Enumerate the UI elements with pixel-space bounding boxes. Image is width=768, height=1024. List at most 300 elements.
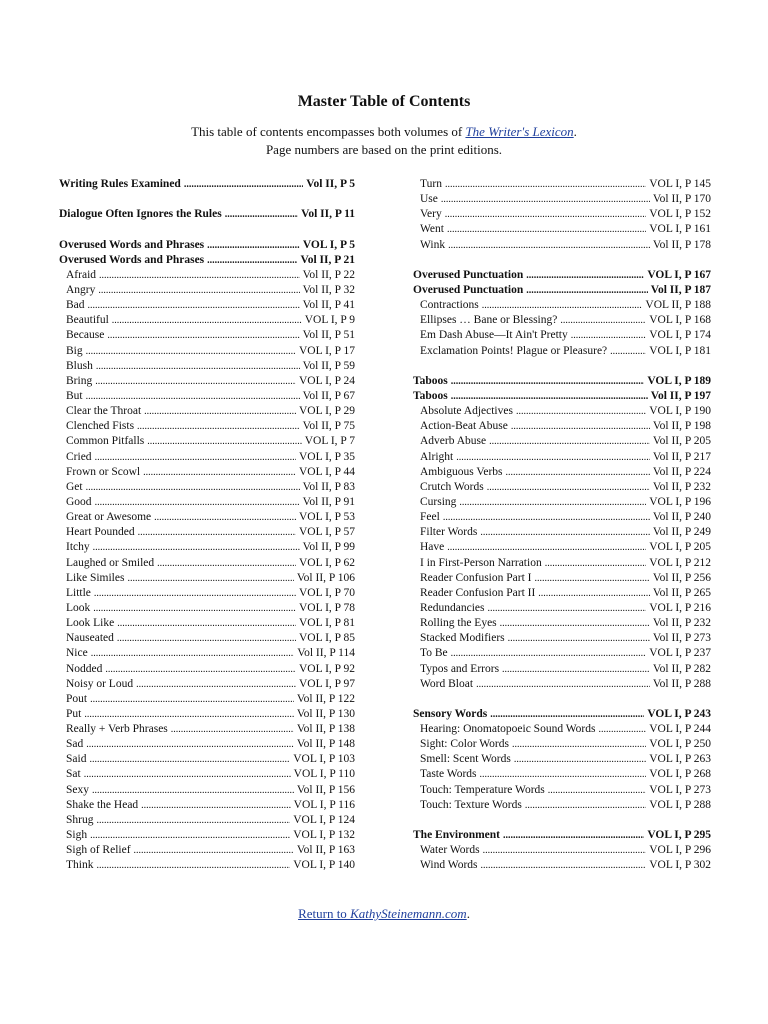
toc-entry-page: VOL I, P 212 [649, 556, 711, 569]
toc-entry-label: Em Dash Abuse—It Ain't Pretty [420, 329, 568, 342]
toc-entry[interactable] [59, 586, 355, 601]
toc-entry[interactable] [413, 192, 711, 207]
toc-entry-label: Big [66, 344, 83, 357]
toc-entry-page: VOL I, P 189 [647, 374, 711, 387]
toc-entry[interactable] [59, 616, 355, 631]
toc-entry-page: VOL I, P 268 [649, 768, 711, 781]
toc-entry-page: Vol II, P 130 [296, 707, 355, 720]
toc-entry[interactable] [413, 450, 711, 465]
toc-entry-page: VOL I, P 167 [647, 268, 711, 281]
dot-leader [447, 540, 646, 555]
toc-entry-label: Overused Words and Phrases [59, 253, 205, 266]
dot-leader [525, 798, 646, 813]
toc-entry-page: VOL I, P 190 [649, 405, 711, 418]
toc-entry-page: VOL I, P 29 [298, 405, 355, 418]
dot-leader [599, 722, 647, 737]
toc-entry-label: Overused Words and Phrases [59, 238, 205, 251]
toc-entry[interactable] [59, 510, 355, 525]
toc-entry-page: Vol II, P 232 [652, 617, 711, 630]
toc-entry[interactable] [59, 540, 355, 555]
dot-leader [112, 313, 302, 328]
toc-entry-label: Sexy [66, 783, 89, 796]
toc-entry-page: VOL II, P 188 [645, 299, 711, 312]
dot-leader [610, 344, 646, 359]
dot-leader [86, 344, 296, 359]
toc-entry[interactable] [59, 465, 355, 480]
page-title: Master Table of Contents [297, 93, 471, 110]
toc-entry[interactable] [413, 298, 711, 313]
toc-entry[interactable] [59, 722, 355, 737]
toc-entry-page: Vol II, P 197 [650, 389, 711, 402]
toc-entry-page: VOL I, P 263 [649, 753, 711, 766]
toc-entry-label: Use [420, 193, 438, 206]
toc-entry-page: Vol II, P 224 [652, 465, 711, 478]
toc-entry[interactable] [59, 662, 355, 677]
toc-section-heading[interactable] [413, 268, 711, 283]
toc-entry-page: VOL I, P 288 [649, 798, 711, 811]
dot-leader [98, 283, 299, 298]
toc-entry[interactable] [413, 434, 711, 449]
dot-leader [91, 646, 295, 661]
toc-entry-label: Action-Beat Abuse [420, 420, 508, 433]
toc-entry-page: VOL I, P 53 [298, 511, 355, 524]
toc-entry-label: Pout [66, 692, 88, 705]
toc-entry-label: Crutch Words [420, 480, 484, 493]
toc-entry[interactable] [413, 495, 711, 510]
toc-entry-page: VOL I, P 62 [298, 556, 355, 569]
dot-leader [171, 722, 294, 737]
toc-entry-label: Good [66, 495, 92, 508]
toc-entry[interactable] [59, 646, 355, 661]
dot-leader [480, 525, 650, 540]
toc-entry-label: Filter Words [420, 526, 478, 539]
toc-entry[interactable] [413, 571, 711, 586]
toc-entry-label: Clenched Fists [66, 420, 135, 433]
dot-leader [154, 510, 296, 525]
toc-entry[interactable] [413, 556, 711, 571]
toc-entry-page: Vol II, P 156 [296, 783, 355, 796]
toc-entry-page: VOL I, P 81 [298, 617, 355, 630]
dot-leader [99, 268, 300, 283]
toc-entry-page: VOL I, P 196 [649, 495, 711, 508]
toc-entry[interactable] [59, 419, 355, 434]
dot-leader [207, 238, 300, 253]
toc-entry-page: Vol II, P 170 [652, 193, 711, 206]
dot-leader [512, 737, 646, 752]
toc-entry-label: Sat [66, 768, 81, 781]
toc-entry-page: VOL I, P 44 [298, 465, 355, 478]
toc-entry[interactable] [59, 344, 355, 359]
toc-entry[interactable] [413, 344, 711, 359]
toc-entry-label: Heart Pounded [66, 526, 135, 539]
dot-leader [443, 510, 650, 525]
dot-leader [508, 631, 650, 646]
toc-entry[interactable] [59, 313, 355, 328]
dot-leader [480, 767, 647, 782]
toc-entry-label: Sigh [66, 829, 88, 842]
dot-leader [184, 177, 303, 192]
toc-entry-page: VOL I, P 296 [649, 844, 711, 857]
dot-leader [451, 646, 647, 661]
toc-entry[interactable] [413, 767, 711, 782]
toc-entry-page: VOL I, P 132 [293, 829, 355, 842]
toc-entry[interactable] [413, 222, 711, 237]
toc-entry[interactable] [59, 601, 355, 616]
toc-entry-page: Vol II, P 205 [652, 435, 711, 448]
toc-entry-label: Touch: Texture Words [420, 798, 522, 811]
toc-entry[interactable] [413, 798, 711, 813]
toc-entry-page: Vol II, P 22 [302, 268, 355, 281]
toc-entry-page: Vol II, P 240 [652, 511, 711, 524]
dot-leader [451, 389, 648, 404]
dot-leader [448, 238, 650, 253]
toc-entry-label: Contractions [420, 299, 479, 312]
dot-leader [136, 677, 296, 692]
toc-entry-page: VOL I, P 103 [293, 753, 355, 766]
toc-entry-label: Shrug [66, 813, 94, 826]
toc-entry[interactable] [59, 828, 355, 843]
toc-section-heading[interactable] [59, 238, 355, 253]
toc-entry-page: VOL I, P 78 [298, 601, 355, 614]
toc-entry-page: VOL I, P 24 [298, 374, 355, 387]
dot-leader [141, 798, 290, 813]
dot-leader [538, 586, 650, 601]
dot-leader [483, 843, 647, 858]
dot-leader [93, 540, 300, 555]
toc-entry-page: VOL I, P 140 [293, 859, 355, 872]
toc-entry-page: VOL I, P 152 [649, 208, 711, 221]
intro-line-1: This table of contents encompasses both volumes of The Writer's Lexicon. [191, 124, 577, 139]
toc-entry[interactable] [59, 268, 355, 283]
dot-leader [117, 616, 296, 631]
toc-entry-page: Vol II, P 265 [652, 586, 711, 599]
toc-section-heading[interactable] [413, 283, 711, 298]
toc-entry[interactable] [413, 404, 711, 419]
dot-leader [96, 813, 290, 828]
toc-entry-page: Vol II, P 198 [652, 420, 711, 433]
dot-leader [502, 662, 650, 677]
toc-section-heading[interactable] [59, 253, 355, 268]
toc-entry-label: Ellipses … Bane or Blessing? [420, 314, 558, 327]
toc-entry-label: Think [66, 859, 94, 872]
dot-leader [137, 419, 300, 434]
toc-entry[interactable] [59, 843, 355, 858]
dot-leader [503, 828, 644, 843]
toc-entry[interactable] [413, 525, 711, 540]
toc-entry[interactable] [413, 313, 711, 328]
toc-entry-label: Redundancies [420, 601, 485, 614]
intro-text [0, 123, 768, 159]
toc-entry-label: Sensory Words [413, 707, 488, 720]
dot-leader [545, 556, 647, 571]
toc-entry-page: VOL I, P 161 [649, 223, 711, 236]
toc-section-heading[interactable] [413, 374, 711, 389]
toc-entry-label: Little [66, 586, 91, 599]
toc-entry-label: Put [66, 707, 82, 720]
dot-leader [95, 495, 300, 510]
dot-leader [86, 480, 300, 495]
dot-leader [488, 601, 647, 616]
dot-leader [95, 450, 296, 465]
dot-leader [84, 707, 294, 722]
dot-leader [138, 525, 296, 540]
toc-entry-label: Said [66, 753, 87, 766]
toc-entry[interactable] [59, 374, 355, 389]
toc-entry[interactable] [413, 480, 711, 495]
dot-leader [88, 298, 300, 313]
toc-entry[interactable] [59, 737, 355, 752]
toc-entry-page: VOL I, P 92 [298, 662, 355, 675]
toc-entry-label: Very [420, 208, 442, 221]
toc-entry[interactable] [413, 586, 711, 601]
toc-entry[interactable] [59, 450, 355, 465]
toc-entry[interactable] [413, 328, 711, 343]
toc-entry-page: VOL I, P 216 [649, 601, 711, 614]
toc-entry-page: VOL I, P 116 [293, 798, 355, 811]
toc-entry-page: VOL I, P 57 [298, 526, 355, 539]
toc-entry-page: VOL I, P 124 [293, 813, 355, 826]
dot-leader [506, 465, 650, 480]
toc-entry[interactable] [59, 813, 355, 828]
toc-entry[interactable] [59, 404, 355, 419]
toc-entry[interactable] [413, 238, 711, 253]
toc-entry-page: VOL I, P 85 [298, 632, 355, 645]
dot-leader [127, 571, 293, 586]
toc-entry-label: Get [66, 480, 83, 493]
toc-entry[interactable] [413, 616, 711, 631]
dot-leader [481, 858, 647, 873]
toc-entry-page: Vol II, P 148 [296, 738, 355, 751]
toc-entry-page: VOL I, P 35 [298, 450, 355, 463]
dot-leader [526, 268, 644, 283]
toc-entry[interactable] [413, 646, 711, 661]
toc-entry-page: VOL I, P 70 [298, 586, 355, 599]
dot-leader [456, 450, 650, 465]
toc-section-heading[interactable] [413, 707, 711, 722]
toc-entry[interactable] [413, 177, 711, 192]
toc-entry-page: Vol II, P 273 [652, 632, 711, 645]
toc-entry-label: Angry [66, 283, 96, 296]
toc-entry[interactable] [59, 434, 355, 449]
toc-entry[interactable] [59, 858, 355, 873]
toc-entry-page: Vol II, P 163 [296, 844, 355, 857]
toc-entry-label: Laughed or Smiled [66, 556, 155, 569]
toc-entry-label: Water Words [420, 844, 480, 857]
toc-entry[interactable] [59, 328, 355, 343]
dot-leader [144, 404, 296, 419]
toc-entry-label: Because [66, 329, 105, 342]
toc-entry-label: Noisy or Loud [66, 677, 134, 690]
toc-entry-page: Vol II, P 217 [652, 450, 711, 463]
toc-entry[interactable] [59, 692, 355, 707]
dot-leader [86, 389, 300, 404]
toc-entry[interactable] [59, 525, 355, 540]
toc-entry[interactable] [413, 783, 711, 798]
dot-leader [445, 177, 646, 192]
toc-entry[interactable] [413, 737, 711, 752]
toc-entry-label: Beautiful [66, 314, 109, 327]
toc-entry-page: Vol II, P 75 [302, 420, 355, 433]
toc-entry-label: Cursing [420, 495, 457, 508]
toc-entry-label: Wink [420, 238, 446, 251]
toc-entry-page: Vol II, P 249 [652, 526, 711, 539]
toc-entry[interactable] [413, 540, 711, 555]
dot-leader [105, 662, 296, 677]
toc-entry-label: Adverb Abuse [420, 435, 487, 448]
toc-entry[interactable] [413, 419, 711, 434]
toc-entry[interactable] [59, 707, 355, 722]
dot-leader [84, 767, 291, 782]
toc-entry-label: Reader Confusion Part II [420, 586, 536, 599]
toc-entry-label: Rolling the Eyes [420, 617, 497, 630]
toc-entry[interactable] [59, 495, 355, 510]
toc-entry-page: Vol II, P 256 [652, 571, 711, 584]
toc-entry[interactable] [59, 480, 355, 495]
toc-entry-page: Vol II, P 106 [296, 571, 355, 584]
toc-entry-label: Hearing: Onomatopoeic Sound Words [420, 723, 596, 736]
toc-entry-page: Vol II, P 288 [652, 677, 711, 690]
toc-entry-label: Nice [66, 647, 88, 660]
toc-entry-page: Vol II, P 41 [302, 299, 355, 312]
dot-leader [90, 692, 294, 707]
toc-section-heading[interactable] [413, 828, 711, 843]
dot-leader [500, 616, 650, 631]
toc-entry-page: VOL I, P 205 [649, 541, 711, 554]
toc-entry-page: VOL I, P 97 [298, 677, 355, 690]
toc-entry-label: Great or Awesome [66, 511, 152, 524]
toc-entry-label: Dialogue Often Ignores the Rules [59, 208, 222, 221]
toc-entry-label: I in First-Person Narration [420, 556, 542, 569]
toc-entry-page: VOL I, P 250 [649, 738, 711, 751]
toc-entry[interactable] [59, 283, 355, 298]
dot-leader [489, 434, 650, 449]
dot-leader [107, 328, 299, 343]
toc-entry-page: VOL I, P 243 [647, 707, 711, 720]
toc-entry[interactable] [59, 798, 355, 813]
toc-entry-label: Smell: Scent Words [420, 753, 511, 766]
toc-entry-page: VOL I, P 181 [649, 344, 711, 357]
dot-leader [571, 328, 647, 343]
toc-entry-page: VOL I, P 17 [298, 344, 355, 357]
toc-entry[interactable] [413, 662, 711, 677]
toc-entry-label: Reader Confusion Part I [420, 571, 532, 584]
dot-leader [526, 283, 647, 298]
toc-entry-label: Taboos [413, 389, 448, 402]
toc-entry[interactable] [59, 783, 355, 798]
toc-entry-label: Shake the Head [66, 798, 139, 811]
intro-line-2: Page numbers are based on the print editions. [265, 142, 503, 157]
dot-leader [451, 374, 645, 389]
dot-leader [560, 313, 646, 328]
footer: Return to KathySteinemann.com. [298, 906, 470, 921]
toc-entry[interactable] [59, 752, 355, 767]
toc-entry[interactable] [413, 752, 711, 767]
dot-leader [490, 707, 644, 722]
dot-leader [117, 631, 296, 646]
toc-entry-label: Wind Words [420, 859, 478, 872]
toc-entry[interactable] [59, 677, 355, 692]
toc-entry-label: The Environment [413, 829, 501, 842]
toc-entry[interactable] [59, 767, 355, 782]
dot-leader [534, 571, 649, 586]
toc-entry[interactable] [59, 556, 355, 571]
toc-entry-label: But [66, 389, 83, 402]
toc-entry-page: Vol II, P 282 [652, 662, 711, 675]
toc-entry[interactable] [413, 722, 711, 737]
toc-entry-page: Vol II, P 122 [296, 692, 355, 705]
toc-entry-label: Itchy [66, 541, 90, 554]
toc-entry-label: Overused Punctuation [413, 283, 524, 296]
toc-entry[interactable] [59, 571, 355, 586]
toc-entry[interactable] [413, 677, 711, 692]
toc-entry-label: Absolute Adjectives [420, 405, 513, 418]
toc-entry[interactable] [413, 510, 711, 525]
toc-section-heading[interactable] [59, 177, 355, 192]
toc-entry[interactable] [59, 298, 355, 313]
toc-entry-page: Vol II, P 21 [300, 253, 355, 266]
dot-leader [96, 359, 300, 374]
toc-entry[interactable] [59, 389, 355, 404]
toc-entry-page: Vol II, P 51 [302, 329, 355, 342]
dot-leader [92, 783, 294, 798]
toc-entry-label: Look [66, 601, 91, 614]
toc-entry[interactable] [413, 631, 711, 646]
toc-entry-page: Vol II, P 11 [301, 208, 355, 221]
toc-entry[interactable] [413, 843, 711, 858]
dot-leader [441, 192, 650, 207]
toc-entry-label: Really + Verb Phrases [66, 723, 168, 736]
dot-leader [93, 601, 296, 616]
dot-leader [90, 828, 290, 843]
toc-entry-label: Cried [66, 450, 92, 463]
toc-entry[interactable] [413, 465, 711, 480]
dot-leader [476, 677, 650, 692]
toc-entry-label: Sad [66, 738, 84, 751]
toc-entry-label: Taboos [413, 374, 448, 387]
toc-entry-label: Word Bloat [420, 677, 474, 690]
toc-entry[interactable] [413, 601, 711, 616]
toc-entry-page: Vol II, P 138 [296, 723, 355, 736]
dot-leader [134, 843, 294, 858]
toc-entry-page: VOL I, P 9 [304, 314, 355, 327]
toc-entry-label: Sigh of Relief [66, 844, 131, 857]
toc-entry[interactable] [413, 207, 711, 222]
dot-leader [89, 752, 290, 767]
return-link[interactable]: Return to KathySteinemann.com [298, 906, 467, 921]
toc-entry-label: Alright [420, 450, 454, 463]
dot-leader [143, 465, 296, 480]
toc-entry-label: Typos and Errors [420, 662, 500, 675]
dot-leader [447, 222, 646, 237]
dot-leader [511, 419, 650, 434]
toc-entry-label: Have [420, 541, 445, 554]
toc-entry-page: VOL I, P 244 [649, 723, 711, 736]
toc-entry-page: VOL I, P 145 [649, 178, 711, 190]
toc-section-heading[interactable] [413, 389, 711, 404]
book-title-link[interactable]: The Writer's Lexicon [465, 124, 574, 139]
toc-entry-label: Afraid [66, 268, 97, 281]
toc-entry-label: Nauseated [66, 632, 114, 645]
toc-right-column [413, 177, 711, 873]
toc-left-column [59, 177, 355, 873]
toc-entry[interactable] [59, 359, 355, 374]
toc-section-heading[interactable] [59, 207, 355, 222]
toc-entry-label: To Be [420, 647, 448, 660]
toc-entry[interactable] [59, 631, 355, 646]
toc-entry-page: VOL I, P 273 [649, 783, 711, 796]
toc-entry-page: VOL I, P 5 [302, 238, 355, 251]
toc-entry[interactable] [413, 858, 711, 873]
